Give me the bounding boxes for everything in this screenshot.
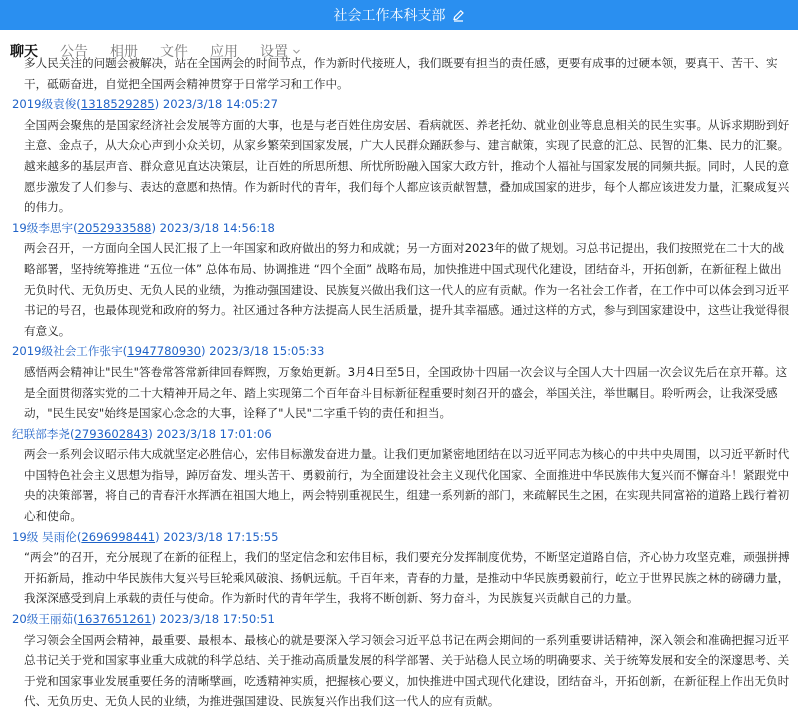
message-body: “两会”的召开，充分展现了在新的征程上，我们的坚定信念和宏伟目标，我们要充分发挥制度优势，不断坚定道路自信，齐心协力攻坚克难，顽强拼搏开拓新局，推动中华民族伟大复兴号巨轮乘风破浪、扬帆远航。千百年来，青春的力量，是推动中华民族勇毅前行，屹立于世界民族之林的磅礴力量，我深深感受到肩上承载的责任与使命。作为新时代的青年学生，我将不断创新、努力奋斗，为民族复兴贡献自己的力量。 — [24, 550, 790, 606]
message — [12, 53, 790, 94]
message-header: 2019级袁俊(1318529285) 2023/3/18 14:05:27 — [12, 97, 279, 112]
message-time: 2023/3/18 17:50:51 — [159, 612, 275, 627]
sender-id[interactable]: 2793602843 — [74, 426, 149, 441]
message-body: 两会一系列会议昭示伟大成就坚定必胜信心，宏伟目标激发奋进力量。让我们更加紧密地团结在以习近平同志为核心的中共中央周围，以习近平新时代中国特色社会主义思想为指导，踔厉奋发、埋头苦干、勇毅前行，为全面建设社会主义现代化国家、全面推进中华民族伟大复兴而不懈奋斗！紧跟党中央的决策部署，将自己的青春汗水挥洒在祖国大地上，两会特别重视民生，组建一系列新的部门，来疏解民生之困，在实现共同富裕的道路上践行着初心和使命。 — [24, 447, 790, 524]
message-time: 2023/3/18 17:01:06 — [156, 426, 272, 441]
sender-id[interactable]: 1637651261 — [77, 612, 152, 627]
sender-id[interactable]: 1318529285 — [80, 97, 155, 112]
sender-name[interactable]: 20级王丽茹 — [12, 612, 74, 627]
message — [12, 94, 790, 218]
sender-name[interactable]: 纪联部李尧 — [12, 426, 70, 441]
message-header: 20级王丽茹(1637651261) 2023/3/18 17:50:51 — [12, 612, 275, 627]
message-body: 全国两会聚焦的是国家经济社会发展等方面的大事，也是与老百姓住房安居、看病就医、养老托幼、就业创业等息息相关的民生实事。从诉求期盼到好主意、金点子，从大众心声到小众关切，从家乡繁荣到国家发展，广大人民群众踊跃参与、建言献策，实现了民意的汇总、民智的汇集、民力的汇聚。越来越多的基层声音、群众意见直达决策层，让百姓的所思所想、所忧所盼融入国家大政方针，推动个人福祉与国家发展的同频共振。同时，人民的意愿步激发了人们参与、表达的意愿和热情。作为新时代的青年，我们每个人都应该贡献智慧，叠加成国家的进步，每个人都应该进发力量，汇聚成复兴的伟力。 — [24, 117, 790, 215]
message-header: 纪联部李尧(2793602843) 2023/3/18 17:01:06 — [12, 426, 272, 441]
message-time: 2023/3/18 14:56:18 — [159, 220, 275, 235]
message-body: 学习领会全国两会精神，最重要、最根本、最核心的就是要深入学习领会习近平总书记在两会期间的一系列重要讲话精神，深入领会和准确把握习近平总书记关于党和国家事业重大成就的科学总结、关于推动高质量发展的科学部署、关于站稳人民立场的明确要求、关于统筹发展和安全的深邃思考、关于党和国家事业发展重要任务的清晰擘画，吃透精神实质，把握核心要义，加快推进中国式现代化建设，团结奋斗，开拓创新，在新征程上作出无负时代、无负历史、无负人民的业绩，为推进强国建设、民族复兴作出我们这一代人的应有贡献。 — [24, 632, 790, 709]
message-header: 19级李思宇(2052933588) 2023/3/18 14:56:18 — [12, 220, 275, 235]
message-header: 2019级社会工作张宇(1947780930) 2023/3/18 15:05:33 — [12, 344, 325, 359]
sender-id[interactable]: 2052933588 — [77, 220, 152, 235]
sender-name[interactable]: 19级 吴雨伦 — [12, 529, 77, 544]
message-body: 感悟两会精神让"民生"答卷常答常新律回春辉煦，万象始更新。3月4日至5日，全国政协十四届一次会议与全国人大十四届一次会议先后在京开幕。这是全面贯彻落实党的二十大精神开局之年、踏上实现第二个百年奋斗目标新征程重要时刻召开的盛会，举国关注，举世瞩目。聆听两会，让我深受感动，"民生民安"始终是国家心念念的大事，诠释了"人民"二字重千钧的责任和担当。 — [24, 364, 788, 421]
chat-title-bar — [0, 0, 798, 30]
tab-label: 设置 — [260, 44, 288, 60]
message — [12, 218, 790, 342]
sender-id[interactable]: 2696998441 — [81, 529, 156, 544]
message-body: 两会召开，一方面向全国人民汇报了上一年国家和政府做出的努力和成就；另一方面对2023年的做了规划。习总书记提出，我们按照党在二十大的战略部署，坚持统筹推进 “五位一体” 总体布局、协调推进 “四个全面” 战略布局，加快推进中国式现代化建设，团结奋斗，开拓创新，在新征程上做出无负时代、无负历史、无负人民的业绩，为推动强国建设、民族复兴做出我们这一代人的应有贡献。作为一名社会工作者，在工作中可以体会到习近平书记的号召，也最体现党和政府的努力。社区通过各种方法提高人民生活质量，提升其幸福感。通过这样的方式，参与到国家建设中，这些让我觉得很有意义。 — [24, 241, 790, 338]
sender-name[interactable]: 19级李思宇 — [12, 220, 74, 235]
message-time: 2023/3/18 17:15:55 — [163, 529, 279, 544]
message — [12, 527, 790, 609]
tab-label: 应用 — [210, 44, 238, 60]
message-header: 19级 吴雨伦(2696998441) 2023/3/18 17:15:55 — [12, 529, 279, 544]
sender-name[interactable]: 2019级袁俊 — [12, 97, 77, 112]
tab-label: 文件 — [160, 44, 188, 60]
message — [12, 609, 790, 712]
message-time: 2023/3/18 14:05:27 — [162, 97, 279, 112]
edit-icon[interactable] — [452, 9, 465, 22]
sender-name[interactable]: 2019级社会工作张宇 — [12, 344, 123, 359]
message-list[interactable] — [0, 56, 798, 709]
group-title: 社会工作本科支部 — [333, 8, 446, 24]
tab-label: 相册 — [110, 44, 138, 60]
tab-label: 公告 — [60, 44, 88, 60]
message — [12, 424, 790, 527]
message — [12, 341, 790, 423]
tab-label: 聊天 — [10, 44, 38, 60]
message-body: 多人民关注的问题会被解决，站在全国两会的时间节点，作为新时代接班人，我们既要有担当的责任感，更要有成事的过硬本领，要真干、苦干、实干，砥砺奋进，自觉把全国两会精神贯穿于日常学习和工作中。 — [24, 56, 778, 91]
sender-id[interactable]: 1947780930 — [127, 344, 201, 359]
message-time: 2023/3/18 15:05:33 — [209, 344, 325, 359]
